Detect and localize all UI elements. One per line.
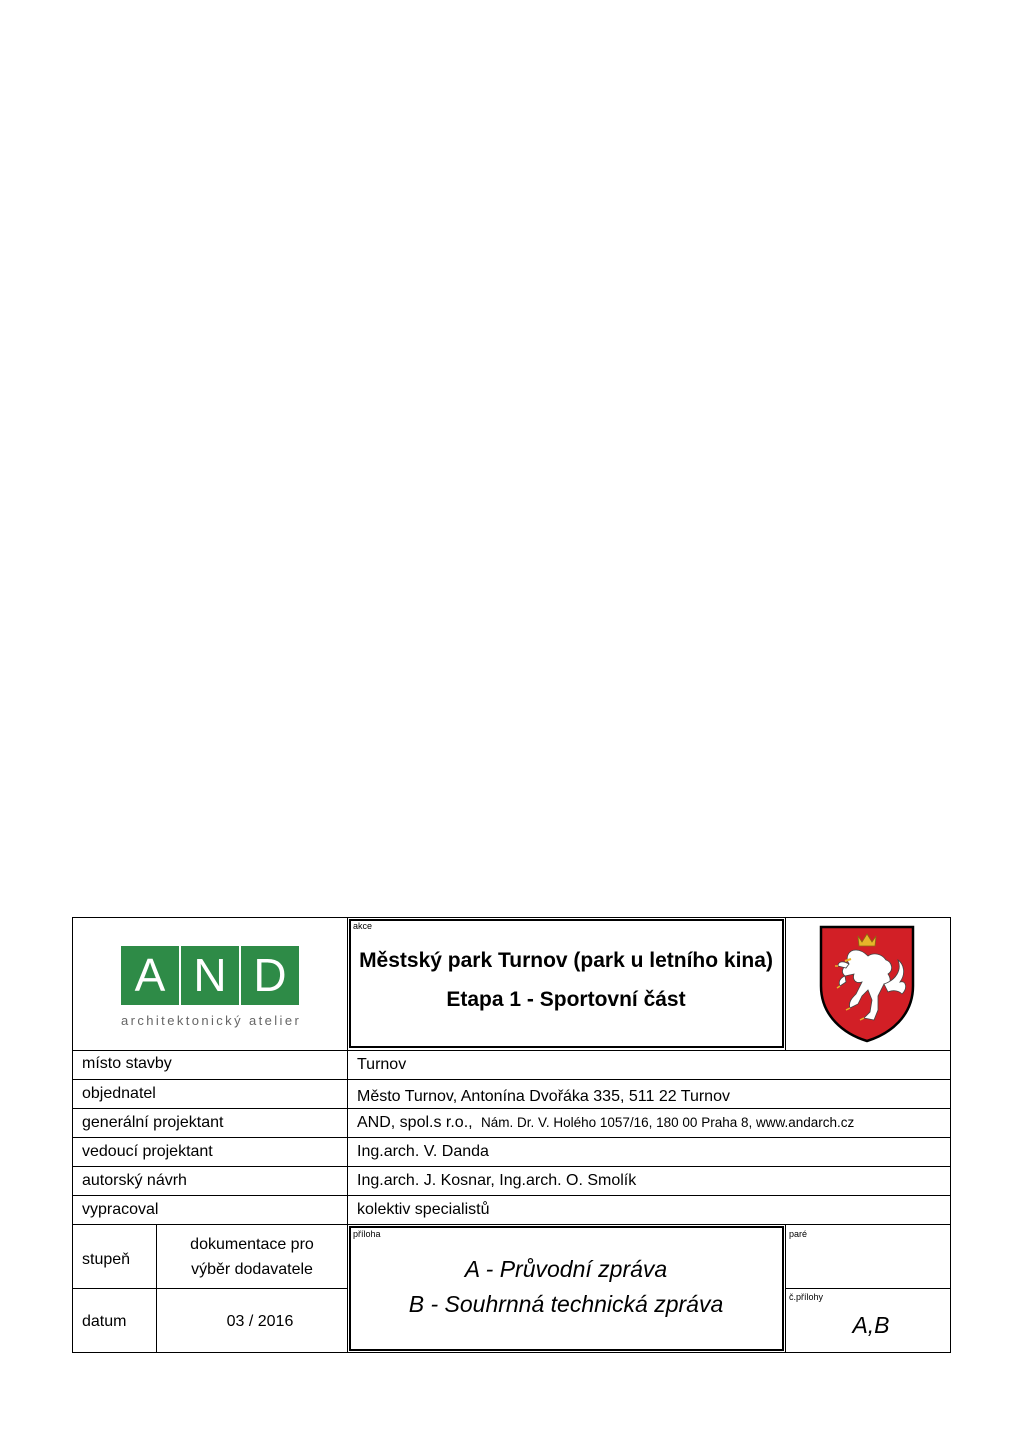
- akce-label: akce: [353, 921, 373, 931]
- divider: [347, 917, 348, 1050]
- row-value-vypracoval: kolektiv specialistů: [357, 1201, 490, 1218]
- pare-label: paré: [789, 1229, 808, 1239]
- cislo-prilohy-label: č.přílohy: [789, 1292, 824, 1302]
- row-label-objednatel: objednatel: [82, 1085, 156, 1102]
- divider: [785, 917, 786, 1050]
- generalni-projektant-firm: AND, spol.s r.o.,: [357, 1114, 473, 1131]
- row-label-misto-stavby: místo stavby: [82, 1055, 172, 1072]
- row-divider: [72, 1195, 951, 1196]
- row-divider: [72, 1108, 951, 1109]
- logo-letter: D: [239, 946, 299, 1005]
- priloha-line2: B - Souhrnná technická zpráva: [408, 1291, 724, 1317]
- row-label-autorsky-navrh: autorský návrh: [82, 1172, 187, 1189]
- stupen-value-line1: dokumentace pro: [190, 1236, 314, 1253]
- row-value-autorsky-navrh: Ing.arch. J. Kosnar, Ing.arch. O. Smolík: [357, 1172, 637, 1189]
- logo-letter: N: [179, 946, 239, 1005]
- row-label-vypracoval: vypracoval: [82, 1201, 159, 1218]
- priloha-line1: A - Průvodní zpráva: [464, 1256, 668, 1282]
- project-title: Městský park Turnov (park u letního kina): [359, 949, 773, 972]
- czech-lion-icon: [818, 924, 916, 1044]
- row-divider: [72, 1288, 348, 1289]
- priloha-label: příloha: [353, 1229, 381, 1239]
- coat-of-arms: [818, 924, 916, 1044]
- project-subtitle: Etapa 1 - Sportovní část: [446, 988, 686, 1011]
- stupen-value-line2: výběr dodavatele: [191, 1261, 313, 1278]
- row-divider: [72, 1224, 951, 1225]
- akce-box: [349, 919, 784, 1048]
- logo-subtitle: architektonický atelier: [121, 1013, 302, 1028]
- datum-value: 03 / 2016: [226, 1313, 294, 1330]
- divider: [347, 1050, 348, 1353]
- and-logo: [121, 946, 299, 1005]
- datum-label: datum: [82, 1313, 127, 1330]
- stupen-label: stupeň: [82, 1251, 131, 1268]
- generalni-projektant-address: Nám. Dr. V. Holého 1057/16, 180 00 Praha 8, www.andarch.cz: [481, 1115, 855, 1130]
- row-divider: [72, 1166, 951, 1167]
- row-value-objednatel: Město Turnov, Antonína Dvořáka 335, 511 22 Turnov: [357, 1088, 730, 1105]
- row-label-vedouci-projektant: vedoucí projektant: [82, 1143, 213, 1160]
- row-divider: [72, 1137, 951, 1138]
- row-label-generalni-projektant: generální projektant: [82, 1114, 224, 1131]
- row-value-vedouci-projektant: Ing.arch. V. Danda: [357, 1143, 489, 1160]
- row-divider: [72, 1079, 951, 1080]
- cislo-prilohy-value: A,B: [852, 1312, 890, 1338]
- row-value-generalni-projektant: [357, 1114, 854, 1132]
- logo-letter: A: [134, 949, 166, 1001]
- row-divider: [785, 1288, 951, 1289]
- priloha-box: [349, 1226, 784, 1351]
- row-divider: [72, 1050, 951, 1051]
- row-value-misto-stavby: Turnov: [357, 1056, 407, 1073]
